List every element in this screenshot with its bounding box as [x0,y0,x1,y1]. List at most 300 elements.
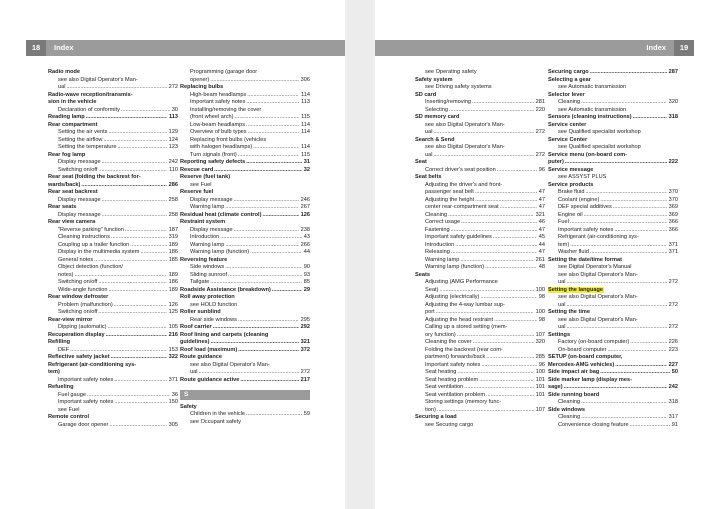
page-reference[interactable]: 220 [535,106,545,113]
page-reference[interactable]: 113 [301,99,310,105]
page-reference[interactable]: 321 [535,211,545,218]
page-reference[interactable]: 43 [303,234,310,240]
page-reference[interactable]: 321 [300,339,310,345]
index-subentry[interactable] [548,347,678,355]
index-subentry[interactable] [415,107,545,115]
page-reference[interactable]: 292 [300,324,310,330]
page-reference[interactable]: 317 [668,414,678,420]
index-subentry[interactable] [415,362,545,370]
index-subentry[interactable] [180,144,310,152]
index-subentry[interactable] [180,114,310,122]
index-entry-text: opener) [190,76,210,83]
index-subentry[interactable] [548,189,678,197]
index-heading[interactable] [548,369,678,377]
page-reference[interactable]: 45 [538,234,545,240]
page-reference[interactable]: 101 [535,391,545,398]
index-heading[interactable] [180,347,310,355]
page-reference[interactable]: 30 [171,106,178,113]
page-reference[interactable]: 110 [169,166,178,173]
index-subentry[interactable] [180,77,310,85]
index-subentry[interactable] [48,392,178,400]
index-heading [48,414,178,422]
index-subentry[interactable] [180,152,310,160]
index-entry-text: Rescue card [180,166,214,173]
index-heading[interactable] [548,362,678,370]
index-heading [48,174,178,182]
page-reference[interactable]: 286 [168,181,178,188]
index-heading [48,152,178,160]
page-reference[interactable]: 371 [168,376,178,383]
index-subentry[interactable] [548,249,678,257]
index-subentry[interactable] [415,212,545,220]
index-heading [180,257,310,265]
page-reference[interactable]: 85 [303,279,310,285]
index-entry-text: Refrigerant (air-conditioning sys- [558,234,639,240]
index-heading [48,384,178,392]
page-reference[interactable]: 366 [668,219,678,225]
page-reference[interactable]: 287 [668,69,678,75]
index-entry-text: DEF special additives [558,204,612,210]
index-subentry[interactable] [548,324,678,332]
index-subentry[interactable] [48,137,178,145]
index-entry-text: Display message [58,159,101,165]
index-subentry[interactable] [180,317,310,325]
index-subentry[interactable] [180,92,310,100]
index-subentry[interactable] [48,129,178,137]
index-subentry[interactable] [415,264,545,272]
page-reference[interactable]: 272 [300,369,310,375]
page-reference[interactable]: 47 [538,189,545,195]
index-subentry[interactable] [180,264,310,272]
page-reference[interactable]: 238 [300,226,310,233]
index-entry-text: Cleaning [558,399,581,405]
index-entry-text: Residual heat (climate control) [180,211,262,218]
index-heading[interactable] [180,377,310,385]
index-subentry[interactable] [180,279,310,287]
index-entry-text: Side impact air bag [548,369,600,375]
index-entry-text: Problem (malfunction) [58,301,113,308]
page-reference[interactable]: 114 [301,129,310,135]
index-subentry[interactable] [548,242,678,250]
index-entry-text: Seats [415,271,430,278]
index-entry-text: Display in the multimedia system [58,249,140,255]
page-reference[interactable]: 124 [168,136,178,143]
index-subentry [48,407,178,415]
index-subentry[interactable] [415,294,545,302]
index-subentry[interactable] [415,167,545,175]
page-reference[interactable]: 32 [303,166,310,173]
index-heading [415,414,545,422]
page-reference[interactable]: 272 [668,324,678,330]
page-reference[interactable]: 185 [168,256,178,263]
index-subentry[interactable] [415,384,545,392]
index-subentry[interactable] [48,347,178,355]
page-reference[interactable]: 272 [668,301,678,308]
index-entry-text: Rear fog lamp [48,151,86,158]
index-subentry[interactable] [180,99,310,107]
index-subentry[interactable] [548,414,678,422]
index-entry-text: Adjusting the 4-way lumbar sup- [425,301,505,308]
page-reference[interactable]: 189 [168,271,178,278]
page-reference[interactable]: 114 [301,121,310,128]
index-heading[interactable] [548,69,678,77]
index-subentry[interactable] [548,197,678,205]
index-subentry[interactable] [180,227,310,235]
index-entry-text: Seat [415,159,427,165]
index-subentry[interactable] [548,99,678,107]
index-entry-text: SD card [415,91,437,98]
page-reference[interactable]: 29 [303,286,310,293]
page-reference[interactable]: 93 [303,271,310,278]
page-reference[interactable]: 150 [168,399,178,405]
index-entry-text: Rear view camera [48,219,96,225]
index-heading[interactable] [180,287,310,295]
index-subentry[interactable] [48,167,178,175]
index-subentry[interactable] [180,204,310,212]
index-subentry[interactable] [415,197,545,205]
page-reference[interactable]: 318 [668,399,678,405]
page-reference[interactable]: 107 [535,406,545,413]
index-heading[interactable] [180,324,310,332]
page-reference[interactable]: 115 [301,114,310,120]
page-reference[interactable]: 369 [668,211,678,218]
index-subentry[interactable] [415,219,545,227]
index-heading [48,204,178,212]
index-entry-text: Rear window defroster [48,294,109,300]
page-reference[interactable]: 246 [300,196,310,203]
page-reference[interactable]: 107 [535,331,545,338]
index-subentry[interactable] [48,287,178,295]
index-entry-text: see ASSYST PLUS [558,174,607,180]
page-reference[interactable]: 98 [538,316,545,323]
index-entry-text: Roll away protection [180,294,235,300]
header-title-right: Index [646,43,666,52]
index-subentry[interactable] [180,369,310,377]
page-reference[interactable]: 125 [168,309,178,315]
index-subentry[interactable] [415,227,545,235]
index-heading [180,84,310,92]
page-reference[interactable]: 100 [535,286,545,293]
page-reference[interactable]: 96 [538,361,545,368]
page-reference[interactable]: 36 [171,391,178,398]
index-subentry[interactable] [48,309,178,317]
page-reference[interactable]: 322 [168,354,178,360]
page-reference[interactable]: 272 [168,84,178,90]
page-reference[interactable]: 59 [303,411,310,417]
index-subentry[interactable] [415,339,545,347]
page-reference[interactable]: 222 [668,159,678,165]
index-heading[interactable] [48,332,178,340]
page-reference[interactable]: 186 [168,279,178,285]
index-entry-text: Setting the temperature [58,144,117,150]
page-reference[interactable]: 266 [300,241,310,248]
page-reference[interactable]: 105 [168,324,178,330]
index-subentry[interactable] [48,324,178,332]
page-reference[interactable]: 371 [668,249,678,255]
index-subentry[interactable] [48,227,178,235]
index-subentry[interactable] [548,422,678,430]
index-subentry[interactable] [180,249,310,257]
index-heading [548,137,678,145]
page-reference[interactable]: 320 [668,99,678,105]
index-subentry[interactable] [415,249,545,257]
index-entry-text: ual [425,151,433,158]
index-subentry [415,347,545,355]
page-reference[interactable]: 371 [668,241,678,248]
index-subentry[interactable] [48,399,178,407]
index-subentry[interactable] [48,257,178,265]
page-reference[interactable]: 319 [168,234,178,240]
index-heading[interactable] [48,354,178,362]
index-entry-text: Washer fluid [558,249,589,255]
index-subentry[interactable] [48,234,178,242]
index-heading [415,272,545,280]
page-reference[interactable]: 123 [168,144,178,150]
index-subentry[interactable] [180,411,310,419]
index-subentry[interactable] [48,279,178,287]
index-entry-text: Important safety notes [558,226,614,233]
index-heading[interactable] [48,114,178,122]
page-reference[interactable]: 306 [300,76,310,83]
page-reference[interactable]: 129 [168,129,178,135]
page-reference[interactable]: 101 [535,384,545,390]
index-subentry[interactable] [415,377,545,385]
index-entry-text: see Fuel [58,406,80,413]
index-subentry[interactable] [415,234,545,242]
index-entry-text: Safety system [415,76,453,83]
index-heading [415,77,545,85]
page-reference[interactable]: 227 [668,361,678,368]
index-subentry[interactable] [548,279,678,287]
index-entry-text: ual [558,301,566,308]
index-heading[interactable] [180,212,310,220]
index-subentry[interactable] [48,422,178,430]
page-reference[interactable]: 47 [538,226,545,233]
page-reference[interactable]: 189 [168,286,178,293]
index-subentry[interactable] [180,129,310,137]
page-reference[interactable]: 44 [303,249,310,255]
index-subentry[interactable] [48,377,178,385]
page-reference[interactable]: 48 [538,264,545,270]
page-reference[interactable]: 285 [535,354,545,360]
page-reference[interactable]: 44 [538,241,545,248]
page-reference[interactable]: 258 [168,196,178,203]
index-heading[interactable] [548,114,678,122]
index-subentry [548,234,678,242]
index-subentry[interactable] [415,287,545,295]
index-heading [548,407,678,415]
page-reference[interactable]: 31 [303,159,310,165]
page-reference[interactable]: 50 [671,369,678,375]
index-subentry[interactable] [548,339,678,347]
page-reference[interactable]: 47 [538,196,545,203]
index-subentry [548,294,678,302]
page-reference[interactable]: 242 [168,159,178,165]
index-entry-text: Warning lamp [190,241,225,248]
page-reference[interactable]: 370 [668,196,678,203]
index-entry-text: passenger seat belt [425,189,474,195]
index-entry-text: Roof carrier [180,324,212,330]
index-entry-text: On-board computer [558,346,607,353]
index-entry-text: sion in the vehicle [48,99,97,105]
index-entry-text: Introduction [425,241,455,248]
index-heading[interactable] [180,159,310,167]
page-reference[interactable]: 369 [668,204,678,210]
page-reference[interactable]: 320 [535,339,545,345]
index-entry-text: Cleaning the cover [425,339,472,345]
index-heading[interactable] [180,339,310,347]
index-entry-text: Warning lamp (function) [425,264,485,270]
index-heading [48,189,178,197]
page-reference[interactable]: 242 [668,384,678,390]
index-subentry[interactable] [548,227,678,235]
index-subentry [415,422,545,430]
index-entry-text: Roof lining and carpets (cleaning [180,331,269,338]
index-subentry[interactable] [48,249,178,257]
index-heading[interactable] [180,167,310,175]
index-heading[interactable] [548,384,678,392]
page-reference[interactable]: 366 [668,226,678,233]
index-subentry[interactable] [415,317,545,325]
page-reference[interactable]: 101 [535,376,545,383]
index-subentry[interactable] [415,407,545,415]
index-subentry[interactable] [180,122,310,130]
page-number-right: 19 [674,40,694,56]
page-reference[interactable]: 46 [538,219,545,225]
index-subentry[interactable] [548,219,678,227]
index-subentry[interactable] [415,309,545,317]
index-entry-text: see Occupant safety [190,418,241,425]
index-subentry[interactable] [180,242,310,250]
index-subentry[interactable] [48,272,178,280]
index-subentry[interactable] [548,302,678,310]
index-subentry[interactable] [415,392,545,400]
index-entry-text: Setting the date/time format [548,256,622,263]
page-reference[interactable]: 126 [300,211,310,218]
index-heading[interactable] [48,182,178,190]
index-heading[interactable] [548,159,678,167]
index-subentry[interactable] [48,242,178,250]
page-reference[interactable]: 91 [671,421,678,428]
page-reference[interactable]: 223 [668,346,678,353]
page-reference[interactable]: 100 [535,309,545,315]
index-entry-text: Coupling up a trailer function [58,241,130,248]
page-reference[interactable]: 370 [668,189,678,195]
page-reference[interactable]: 272 [668,279,678,285]
index-subentry[interactable] [415,189,545,197]
page-reference[interactable]: 267 [300,204,310,210]
index-subentry [180,362,310,370]
page-reference[interactable]: 187 [168,226,178,233]
page-reference[interactable]: 96 [538,166,545,173]
index-subentry[interactable] [548,399,678,407]
index-subentry[interactable] [415,257,545,265]
page-reference[interactable]: 305 [168,421,178,428]
page-reference[interactable]: 272 [535,151,545,158]
page-reference[interactable]: 217 [300,376,310,383]
index-entry-text: Seat ventilation [425,384,464,390]
index-subentry[interactable] [48,107,178,115]
index-entry-text: Turn signals (front) [190,151,237,158]
index-subentry[interactable] [415,354,545,362]
page-reference[interactable]: 189 [168,241,178,248]
page-reference[interactable]: 372 [300,346,310,353]
index-subentry [415,399,545,407]
page-reference[interactable]: 114 [301,91,310,98]
index-subentry[interactable] [415,99,545,107]
index-letter-heading: S [180,390,310,400]
index-subentry[interactable] [48,302,178,310]
index-column-4 [548,69,678,429]
index-subentry[interactable] [415,369,545,377]
page-header-right [375,40,694,56]
page-reference[interactable]: 261 [535,256,545,263]
page-reference[interactable]: 113 [168,114,178,120]
index-subentry[interactable] [48,144,178,152]
index-subentry[interactable] [415,152,545,160]
index-subentry[interactable] [48,159,178,167]
index-heading [548,392,678,400]
page-reference[interactable]: 114 [301,144,310,150]
index-entry-text: SETUP (on-board computer, [548,354,623,360]
page-reference[interactable]: 216 [168,331,178,338]
index-entry-text: Programming (garage door [190,69,258,75]
index-subentry[interactable] [415,332,545,340]
index-subentry[interactable] [180,272,310,280]
index-subentry[interactable] [415,242,545,250]
page-reference[interactable]: 186 [168,249,178,255]
index-subentry[interactable] [548,204,678,212]
index-entry-text: ual [558,324,566,330]
page-reference[interactable]: 47 [538,249,545,255]
index-heading [48,339,178,347]
index-entry-text: Cleaning instructions [58,234,110,240]
index-heading [48,92,178,100]
page-reference[interactable]: 115 [301,151,310,158]
index-heading [48,122,178,130]
index-entry-text: Remote control [48,414,90,420]
page-reference[interactable]: 272 [535,129,545,135]
index-subentry[interactable] [48,84,178,92]
index-subentry[interactable] [415,129,545,137]
index-entry-text: General notes [58,256,94,263]
page-reference[interactable]: 98 [538,294,545,300]
index-entry-text: Route guidance active [180,376,240,383]
index-subentry[interactable] [48,197,178,205]
index-subentry[interactable] [548,212,678,220]
index-entry-text: Object detection (function/ [58,264,123,270]
page-reference[interactable]: 226 [668,339,678,345]
page-reference[interactable]: 295 [300,316,310,323]
index-entry-text: see also Digital Operator's Man- [58,76,138,83]
page-reference[interactable]: 47 [538,204,545,210]
index-subentry[interactable] [48,212,178,220]
index-entry-text: Garage door opener [58,421,109,428]
page-reference[interactable]: 281 [535,99,545,105]
page-reference[interactable]: 90 [303,264,310,270]
index-subentry[interactable] [415,204,545,212]
index-subentry[interactable] [180,197,310,205]
index-subentry[interactable] [180,234,310,242]
index-subentry [548,264,678,272]
index-subentry [548,107,678,115]
page-reference[interactable]: 126 [168,301,178,308]
page-reference[interactable]: 318 [668,114,678,120]
page-reference[interactable]: 153 [168,346,178,353]
index-entry-text: ual [425,129,433,135]
page-reference[interactable]: 100 [535,369,545,375]
page-reference[interactable]: 258 [168,211,178,218]
